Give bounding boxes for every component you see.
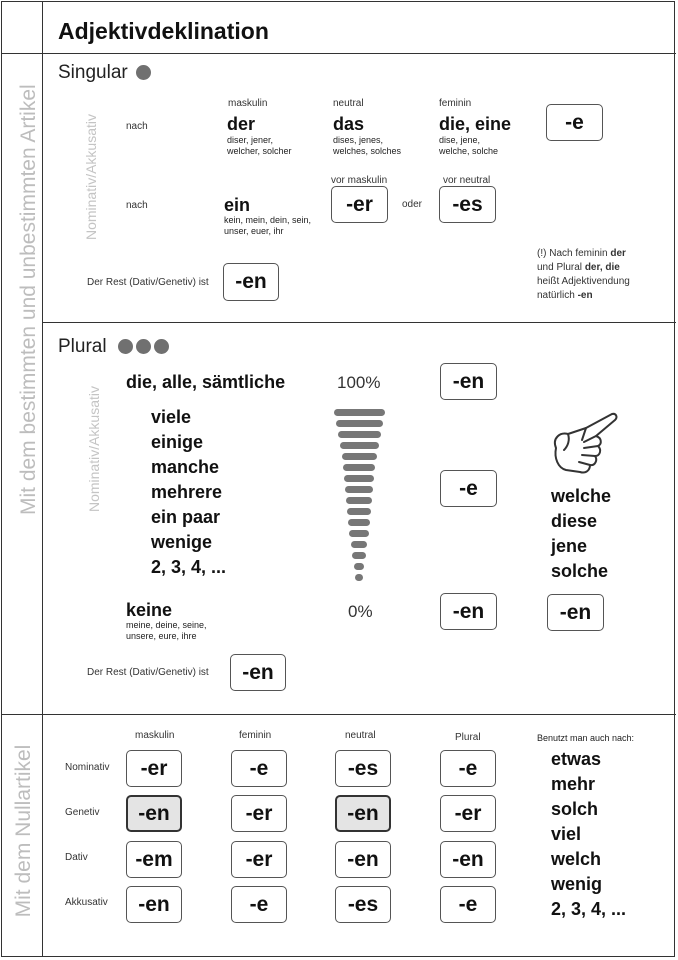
ending-box-singular-es: -es [439, 186, 496, 223]
list-item: 2, 3, 4, ... [151, 557, 227, 577]
case-genetiv: Genetiv [65, 807, 100, 818]
list-item: mehr [551, 774, 596, 794]
ending-box-singular-er: -er [331, 186, 388, 223]
examples-ein: kein, mein, dein, sein, unser, euer, ihr [224, 215, 312, 236]
ending-box-null-dat-n: -en [335, 841, 391, 878]
page-title: Adjektivdeklination [58, 18, 269, 44]
col-head-neutral: neutral [333, 98, 364, 109]
ending-box-null-dat-f: -er [231, 841, 287, 878]
note-part-1: (!) Nach feminin [537, 248, 611, 259]
middle-word-list [151, 405, 226, 580]
rest-label-singular: Der Rest (Dativ/Genetiv) ist [87, 277, 209, 288]
taper-bar [351, 541, 367, 548]
singular-note [537, 247, 672, 303]
taper-bar [334, 409, 385, 416]
side-label-null: Mit dem Nullartikel [12, 744, 35, 918]
ending-box-plural-top-en: -en [440, 363, 497, 400]
list-item: viel [551, 824, 582, 844]
side-label-definite: Mit dem bestimmten und unbestimmten Artikel [17, 84, 40, 515]
ending-box-null-akk-pl: -e [440, 886, 496, 923]
ending-box-plural-middle-e: -e [440, 470, 497, 507]
taper-bar [349, 530, 369, 537]
null-col-plural: Plural [455, 732, 481, 743]
also-word-list [551, 747, 626, 922]
list-item: welch [551, 849, 602, 869]
taper-bar [338, 431, 381, 438]
nach-label-2: nach [126, 200, 148, 211]
ending-box-singular-e: -e [546, 104, 603, 141]
circle-icon [136, 65, 151, 80]
ending-box-null-gen-m: -en [126, 795, 182, 832]
right-word-list [551, 484, 611, 584]
circles-icon [112, 336, 169, 357]
taper-bar [354, 563, 364, 570]
case-akkusativ: Akkusativ [65, 897, 108, 908]
list-item: manche [151, 457, 220, 477]
ending-box-plural-keine-en: -en [440, 593, 497, 630]
list-item: welche [551, 486, 612, 506]
word-der: der [227, 114, 256, 134]
note-en: -en [577, 290, 593, 301]
taper-bar [347, 508, 371, 515]
ending-box-null-nom-n: -es [335, 750, 391, 787]
list-item: wenig [551, 874, 603, 894]
note-part-4: natürlich [537, 290, 578, 301]
plural-heading [58, 336, 169, 358]
taper-bar [345, 486, 373, 493]
ending-box-null-dat-pl: -en [440, 841, 496, 878]
list-item: viele [151, 407, 192, 427]
taper-bar [343, 464, 375, 471]
divider-singular-plural [42, 322, 676, 323]
word-die-eine: die, eine [439, 114, 512, 134]
percent-100: 100% [337, 373, 381, 392]
ending-box-null-dat-m: -em [126, 841, 182, 878]
ending-box-null-gen-pl: -er [440, 795, 496, 832]
also-used-label: Benutzt man auch nach: [537, 733, 635, 743]
taper-bar [344, 475, 374, 482]
taper-bar [355, 574, 363, 581]
word-die-alle: die, alle, sämtliche [126, 372, 286, 392]
percent-0: 0% [348, 602, 373, 621]
list-item: mehrere [151, 482, 223, 502]
examples-der: diser, jener, welcher, solcher [227, 135, 292, 156]
taper-bar [340, 442, 379, 449]
ending-box-null-gen-f: -er [231, 795, 287, 832]
null-col-maskulin: maskulin [135, 730, 175, 741]
list-item: 2, 3, 4, ... [551, 899, 627, 919]
null-col-feminin: feminin [239, 730, 272, 741]
ending-box-null-nom-pl: -e [440, 750, 496, 787]
taper-bar [336, 420, 383, 427]
examples-keine: meine, deine, seine, unsere, eure, ihre [126, 620, 207, 641]
taper-bar [346, 497, 372, 504]
list-item: wenige [151, 532, 213, 552]
list-item: ein paar [151, 507, 221, 527]
word-das: das [333, 114, 365, 134]
taper-bar [342, 453, 377, 460]
nach-label-1: nach [126, 121, 148, 132]
ending-box-plural-rest-en: -en [230, 654, 286, 691]
word-keine: keine [126, 600, 173, 620]
list-item: einige [151, 432, 204, 452]
ending-box-null-akk-m: -en [126, 886, 182, 923]
case-nominativ: Nominativ [65, 762, 110, 773]
examples-die: dise, jene, welche, solche [439, 135, 499, 156]
case-dativ: Dativ [65, 852, 88, 863]
ending-box-null-nom-m: -er [126, 750, 182, 787]
ending-box-null-gen-n: -en [335, 795, 391, 832]
taper-bar [352, 552, 366, 559]
col-head-maskulin: maskulin [228, 98, 268, 109]
divider-plural-null [1, 714, 676, 715]
taper-bar [348, 519, 370, 526]
list-item: diese [551, 511, 598, 531]
plural-label: Plural [58, 336, 107, 357]
list-item: jene [551, 536, 588, 556]
note-der: der [610, 248, 626, 259]
oder-label: oder [402, 199, 423, 210]
list-item: solch [551, 799, 599, 819]
note-der-die: der, die [584, 262, 620, 273]
ending-box-null-akk-f: -e [231, 886, 287, 923]
divider-title [1, 53, 676, 54]
side-label-nom-akk-plural: Nominativ/Akkusativ [86, 385, 102, 513]
vor-neutral-label: vor neutral [443, 175, 491, 186]
list-item: etwas [551, 749, 602, 769]
note-part-2: und Plural [537, 262, 585, 273]
rest-label-plural: Der Rest (Dativ/Genetiv) ist [87, 667, 209, 678]
ending-box-plural-right-en: -en [547, 594, 604, 631]
vor-maskulin-label: vor maskulin [331, 175, 388, 186]
col-head-feminin: feminin [439, 98, 472, 109]
ending-box-null-nom-f: -e [231, 750, 287, 787]
pointing-hand-icon [546, 410, 620, 476]
list-item: solche [551, 561, 609, 581]
side-label-nom-akk-singular: Nominativ/Akkusativ [83, 113, 99, 241]
word-ein: ein [224, 195, 251, 215]
singular-heading [58, 62, 151, 84]
note-part-3: heißt Adjektivendung [537, 276, 630, 287]
null-col-neutral: neutral [345, 730, 376, 741]
ending-box-null-akk-n: -es [335, 886, 391, 923]
ending-box-singular-rest-en: -en [223, 263, 279, 301]
examples-das: dises, jenes, welches, solches [333, 135, 402, 156]
singular-label: Singular [58, 62, 128, 83]
